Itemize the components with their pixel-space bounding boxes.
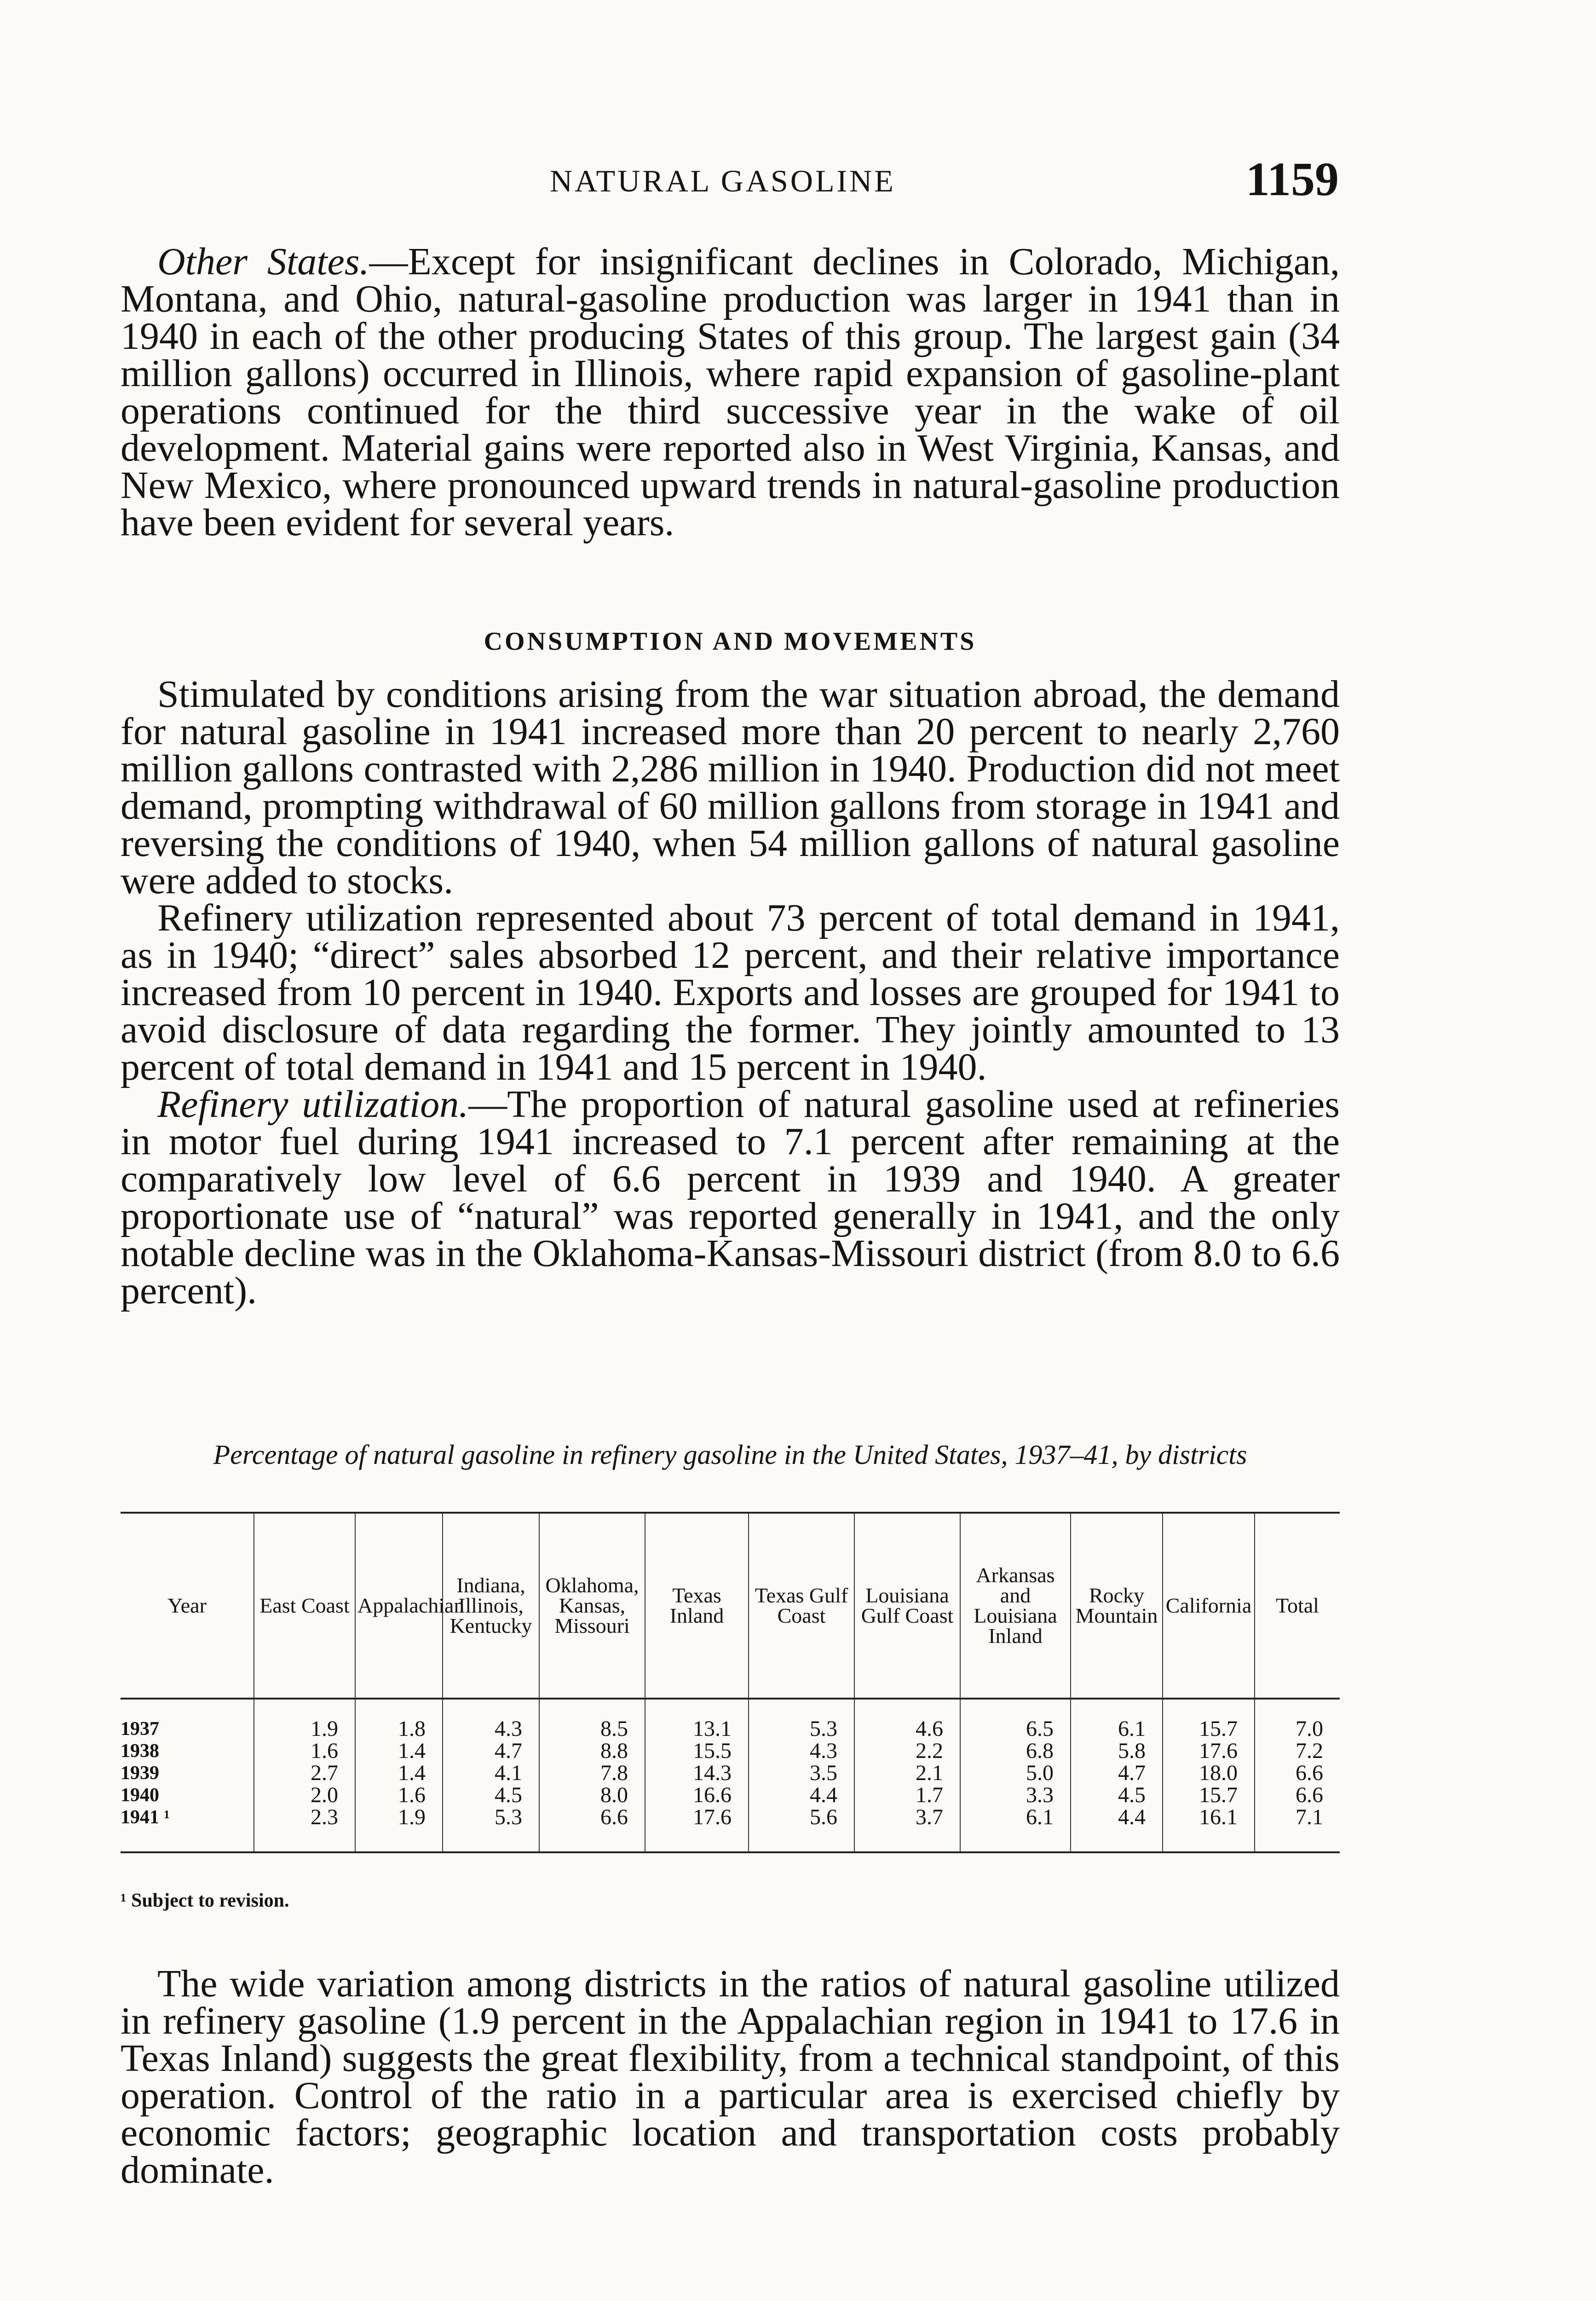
table-cell: 6.1 [1071,1699,1163,1740]
table-cell: 4.4 [749,1784,854,1806]
table-cell: 1.4 [355,1762,443,1784]
closing-paragraph-block [121,1962,1340,2191]
table-cell: 4.3 [749,1740,854,1762]
table-cell: 6.8 [960,1740,1071,1762]
table-cell: 5.3 [749,1699,854,1740]
table-cell: 3.3 [960,1784,1071,1806]
column-header: Total [1255,1513,1340,1699]
table-cell: 7.0 [1255,1699,1340,1740]
table-cell: 16.6 [645,1784,749,1806]
table-cell: 4.5 [1071,1784,1163,1806]
table-cell: 13.1 [645,1699,749,1740]
table-cell: 1940 [121,1785,159,1806]
column-header: Oklahoma, Kansas, Missouri [539,1513,645,1699]
table-cell: 8.8 [539,1740,645,1762]
table-row [121,1762,1340,1784]
table-cell: 3.5 [749,1762,854,1784]
table-cell: 15.7 [1163,1784,1255,1806]
intro-paragraph-block [121,240,1340,544]
table-cell: 17.6 [645,1806,749,1852]
other-states-lead: Other States. [157,240,369,283]
section-heading: CONSUMPTION AND MOVEMENTS [484,627,977,656]
table-cell: 5.8 [1071,1740,1163,1762]
table-cell: 1937 [121,1718,159,1740]
consumption-paragraph-block [121,673,1340,1312]
table-cell: 3.7 [854,1806,960,1852]
column-header: Texas Gulf Coast [749,1513,854,1699]
demand-paragraph: Stimulated by conditions arising from the war situation abroad, the demand for natural gasoline in 1941 increased more than 20 percent to nearly 2,760 million gallons contrasted with 2,286 million in 1940. Production did not meet demand, prompting withdrawal of 60 million gallons from storage in 1941 and reversing the conditions of 1940, when 54 million gallons of natural gasoline were added to stocks. [121,673,1340,902]
district-percentage-table [121,1512,1340,1853]
table-cell: 4.3 [443,1699,539,1740]
table-cell: 6.6 [1255,1784,1340,1806]
table-cell: 6.6 [1255,1762,1340,1784]
page-header [0,152,1596,212]
table-cell: 16.1 [1163,1806,1255,1852]
district-table-container [121,1512,1340,1853]
table-row [121,1699,1340,1740]
refinery-utilization-lead: Refinery utilization. [157,1083,469,1126]
table-cell: 4.4 [1071,1806,1163,1852]
refinery-utilization-paragraph [121,1083,1340,1312]
table-cell: 6.5 [960,1699,1071,1740]
column-header: Texas Inland [645,1513,749,1699]
column-header: California [1163,1513,1255,1699]
table-cell: 14.3 [645,1762,749,1784]
table-cell: 1.7 [854,1784,960,1806]
table-row [121,1784,1340,1806]
table-cell: 1.6 [254,1740,355,1762]
table-cell: 4.5 [443,1784,539,1806]
table-cell: 2.3 [254,1806,355,1852]
column-header: Arkansas and Louisiana Inland [960,1513,1071,1699]
table-cell: 5.3 [443,1806,539,1852]
table-cell: 6.1 [960,1806,1071,1852]
variation-paragraph: The wide variation among districts in the ratios of natural gasoline utilized in refinery gasoline (1.9 percent in the Appalachian region in 1941 to 17.6 in Texas Inland) suggests the great flexibility, from a technical standpoint, of this operation. Control of the ratio in a particular area is exercised chiefly by economic factors; geographic location and transportation costs probably dominate. [121,1962,1340,2191]
table-cell: 2.0 [254,1784,355,1806]
table-header-row [121,1513,1340,1699]
table-cell: 1.9 [254,1699,355,1740]
refinery-share-paragraph: Refinery utilization represented about 73 percent of total demand in 1941, as in 1940; “direct” sales absorbed 12 percent, and their relative importance increased from 10 percent in 1940. Exports and losses are grouped for 1941 to avoid disclosure of data regarding the former. They jointly amounted to 13 percent of total demand in 1941 and 15 percent in 1940. [121,896,1340,1088]
table-cell: 5.6 [749,1806,854,1852]
other-states-text: —Except for insignificant declines in Colorado, Michigan, Montana, and Ohio, natural-gasoline production was larger in 1941 than in 1940 in each of the other producing States of this group. The largest gain (34 million gallons) occurred in Illinois, where rapid expansion of gasoline-plant operations continued for the third successive year in the wake of oil development. Material gains were reported also in West Virginia, Kansas, and New Mexico, where pronounced upward trends in natural-gasoline production have been evident for several years. [121,240,1340,544]
table-cell: 8.0 [539,1784,645,1806]
table-cell: 6.6 [539,1806,645,1852]
page-number: 1159 [1245,153,1339,206]
column-header: Year [121,1513,254,1699]
table-cell: 2.7 [254,1762,355,1784]
running-head: NATURAL GASOLINE [550,163,896,198]
table-cell: 1.4 [355,1740,443,1762]
table-cell: 5.0 [960,1762,1071,1784]
table-cell: 1.9 [355,1806,443,1852]
refinery-utilization-text: —The proportion of natural gasoline used at refineries in motor fuel during 1941 increased to 7.1 percent after remaining at the comparatively low level of 6.6 percent in 1939 and 1940. A greater proportionate use of “natural” was reported generally in 1941, and the only notable decline was in the Oklahoma-Kansas-Missouri district (from 8.0 to 6.6 percent). [121,1083,1340,1312]
other-states-paragraph [121,240,1340,544]
table-cell: 4.6 [854,1699,960,1740]
table-cell: 7.1 [1255,1806,1340,1852]
table-cell: 4.7 [443,1740,539,1762]
column-header: Rocky Mountain [1071,1513,1163,1699]
column-header: Appalachian [355,1513,443,1699]
table-cell: 7.2 [1255,1740,1340,1762]
table-footnote: ¹ Subject to revision. [121,1890,289,1911]
column-header: East Coast [254,1513,355,1699]
table-caption: Percentage of natural gasoline in refinery gasoline in the United States, 1937–41, by districts [213,1440,1247,1470]
table-cell: 1938 [121,1740,159,1762]
table-cell: 4.1 [443,1762,539,1784]
table-cell: 15.7 [1163,1699,1255,1740]
table-cell: 2.2 [854,1740,960,1762]
table-cell: 1.8 [355,1699,443,1740]
table-row [121,1740,1340,1762]
table-cell: 7.8 [539,1762,645,1784]
table-cell: 2.1 [854,1762,960,1784]
table-row [121,1806,1340,1852]
table-cell: 1939 [121,1763,159,1784]
table-cell: 1.6 [355,1784,443,1806]
column-header: Louisiana Gulf Coast [854,1513,960,1699]
table-cell: 4.7 [1071,1762,1163,1784]
table-cell: 18.0 [1163,1762,1255,1784]
table-cell: 8.5 [539,1699,645,1740]
table-cell: 15.5 [645,1740,749,1762]
table-cell: 17.6 [1163,1740,1255,1762]
table-cell: 1941 ¹ [121,1806,254,1852]
column-header: Indiana, Illinois, Kentucky [443,1513,539,1699]
